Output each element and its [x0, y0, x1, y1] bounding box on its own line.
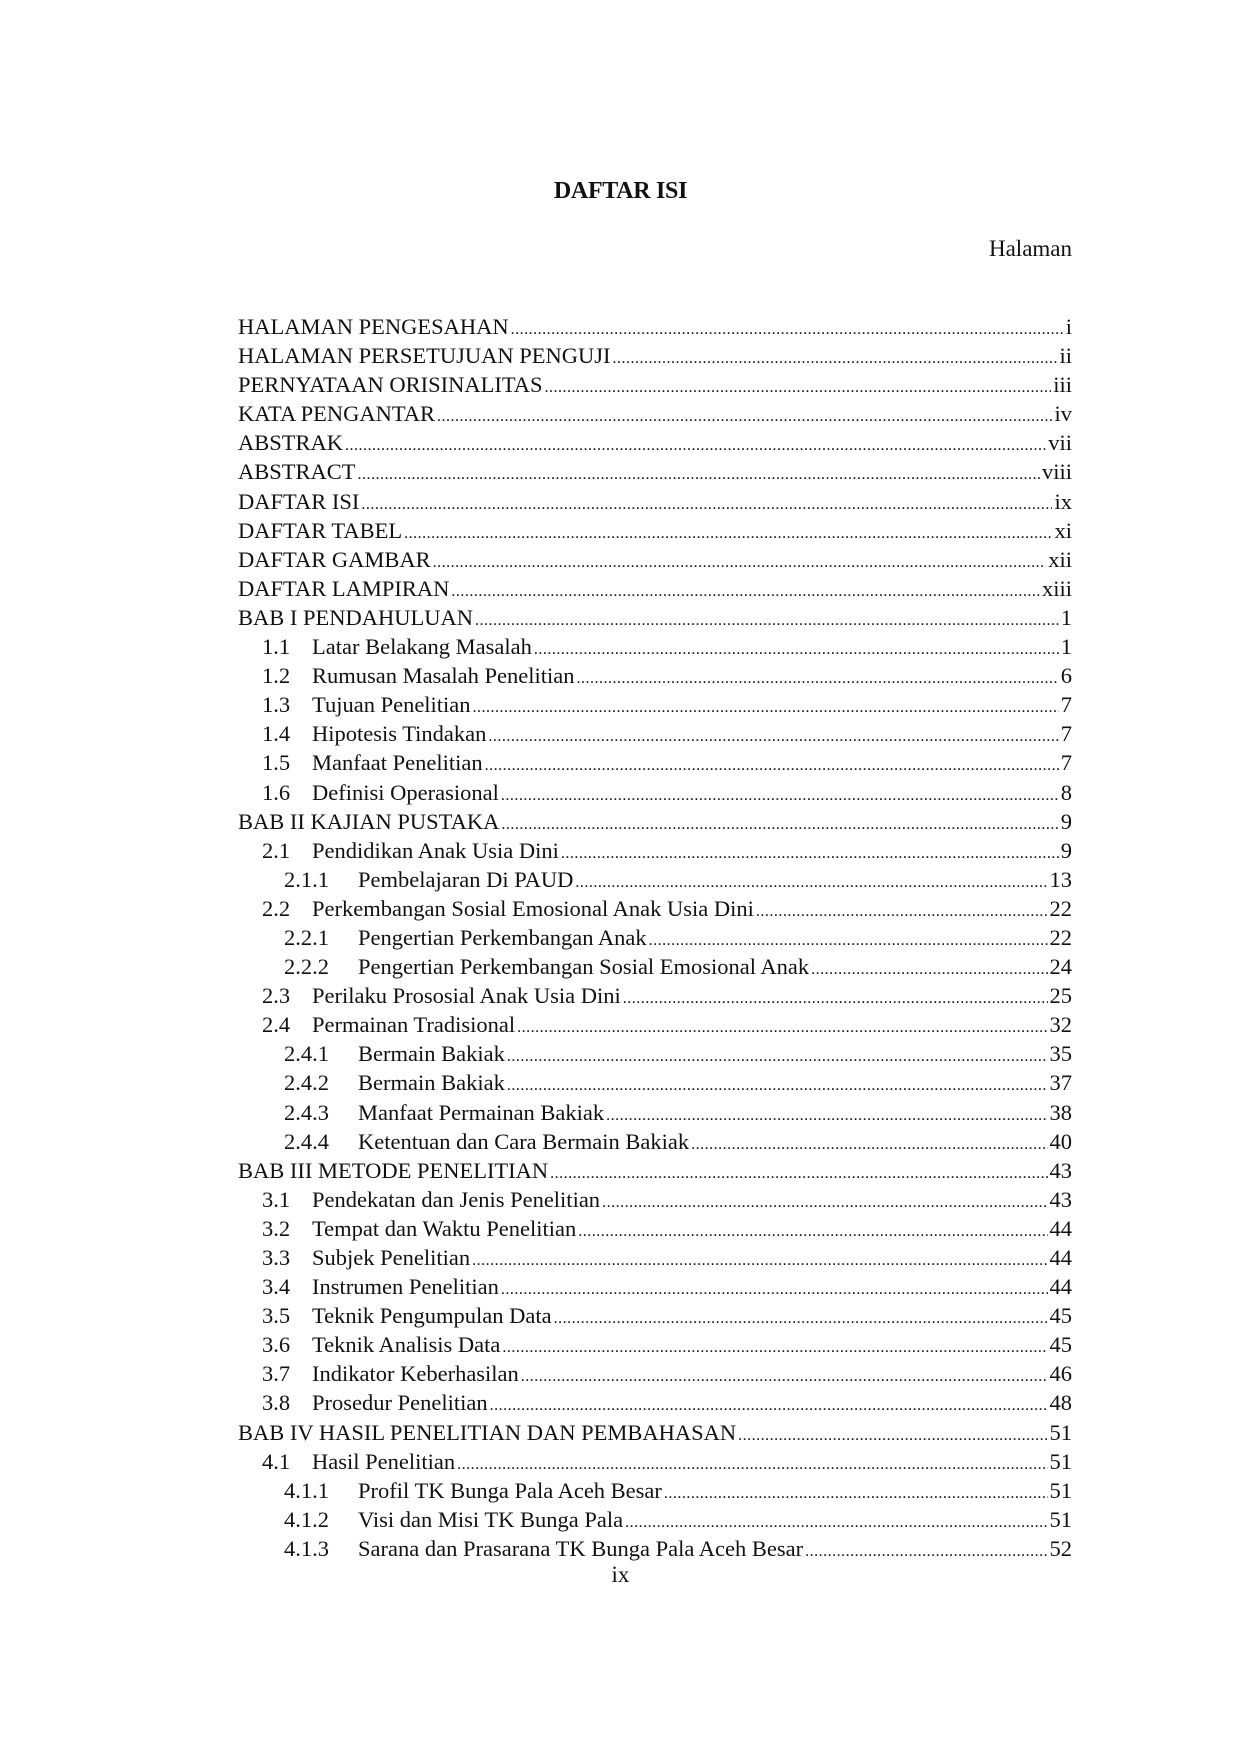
toc-entry-page: 9	[1060, 837, 1072, 863]
toc-entry-page: 7	[1060, 692, 1072, 718]
toc-entry-number: 2.4.2	[284, 1070, 329, 1096]
toc-entry-page: 51	[1049, 1419, 1072, 1445]
toc-entry-title: Visi dan Misi TK Bunga Pala	[358, 1506, 624, 1532]
toc-entry[interactable]	[238, 865, 1072, 894]
toc-entry-page: 25	[1049, 983, 1072, 1009]
toc-entry[interactable]	[238, 661, 1072, 690]
dot-leader	[457, 1447, 1047, 1479]
toc-entry-title: BAB III METODE PENELITIAN	[238, 1157, 549, 1183]
toc-entry-number: 4.1.1	[284, 1477, 329, 1503]
toc-entry-number: 3.7	[262, 1361, 291, 1387]
toc-entry[interactable]	[238, 748, 1072, 777]
toc-entry[interactable]	[238, 1010, 1072, 1039]
dot-leader	[507, 1068, 1048, 1100]
toc-entry-title: BAB II KAJIAN PUSTAKA	[238, 808, 500, 834]
dot-leader	[451, 574, 1040, 606]
toc-entry-title: DAFTAR TABEL	[238, 517, 403, 543]
toc-entry-number: 4.1.2	[284, 1506, 329, 1532]
toc-entry[interactable]	[238, 1301, 1072, 1330]
toc-entry-number: 2.1	[262, 837, 291, 863]
toc-entry-title: Pendekatan dan Jenis Penelitian	[312, 1186, 601, 1212]
toc-entry[interactable]	[238, 690, 1072, 719]
toc-entry-page: 37	[1049, 1070, 1072, 1096]
toc-entry-number: 2.4.4	[284, 1128, 329, 1154]
toc-entry[interactable]	[238, 370, 1072, 399]
toc-entry-number: 1.5	[262, 750, 291, 776]
toc-entry-page: 38	[1049, 1099, 1072, 1125]
toc-entry-page: 45	[1049, 1303, 1072, 1329]
toc-entry-number: 2.4	[262, 1012, 291, 1038]
dot-leader	[534, 632, 1059, 664]
toc-entry-page: viii	[1041, 459, 1072, 485]
dot-leader	[606, 1098, 1047, 1130]
toc-entry[interactable]	[238, 923, 1072, 952]
toc-entry[interactable]	[238, 1156, 1072, 1185]
dot-leader	[756, 894, 1048, 926]
toc-entry-page: 1	[1060, 634, 1072, 660]
toc-entry-title: Instrumen Penelitian	[312, 1274, 499, 1300]
dot-leader	[691, 1127, 1047, 1159]
page-column-label: Halaman	[988, 236, 1072, 261]
toc-entry[interactable]	[238, 894, 1072, 923]
dot-leader	[511, 312, 1064, 344]
toc-entry-title: Pendidikan Anak Usia Dini	[312, 837, 559, 863]
toc-entry-title: DAFTAR LAMPIRAN	[238, 575, 450, 601]
toc-entry-number: 2.4.1	[284, 1041, 329, 1067]
toc-entry-number: 4.1.3	[284, 1535, 329, 1561]
toc-entry-page: 8	[1060, 779, 1072, 805]
toc-entry-title: Pengertian Perkembangan Sosial Emosional Anak	[358, 954, 810, 980]
toc-entry[interactable]	[238, 1388, 1072, 1417]
dot-leader	[649, 923, 1048, 955]
toc-entry[interactable]	[238, 952, 1072, 981]
toc-entry-page: 24	[1049, 954, 1072, 980]
toc-entry-page: 51	[1049, 1506, 1072, 1532]
toc-entry-page: 45	[1049, 1332, 1072, 1358]
toc-entry-page: 40	[1049, 1128, 1072, 1154]
toc-entry[interactable]	[238, 632, 1072, 661]
dot-leader	[358, 457, 1040, 489]
toc-entry-page: ii	[1059, 343, 1072, 369]
toc-entry-title: Manfaat Penelitian	[312, 750, 483, 776]
toc-entry-title: DAFTAR ISI	[238, 488, 360, 514]
toc-entry-number: 2.4.3	[284, 1099, 329, 1125]
toc-entry-number: 3.8	[262, 1390, 291, 1416]
dot-leader	[576, 661, 1058, 693]
toc-entry-number: 1.3	[262, 692, 291, 718]
toc-entry-title: Manfaat Permainan Bakiak	[358, 1099, 605, 1125]
toc-entry-title: BAB IV HASIL PENELITIAN DAN PEMBAHASAN	[238, 1419, 737, 1445]
dot-leader	[811, 952, 1047, 984]
toc-entry-title: Pengertian Perkembangan Anak	[358, 924, 647, 950]
toc-entry[interactable]	[238, 1359, 1072, 1388]
dot-leader	[433, 545, 1047, 577]
toc-entry-title: Bermain Bakiak	[358, 1070, 505, 1096]
dot-leader	[575, 865, 1047, 897]
toc-entry-title: Prosedur Penelitian	[312, 1390, 488, 1416]
toc-entry-page: 44	[1049, 1274, 1072, 1300]
toc-entry-title: ABSTRAK	[238, 430, 344, 456]
toc-entry[interactable]	[238, 1505, 1072, 1534]
toc-entry[interactable]	[238, 836, 1072, 865]
dot-leader	[473, 690, 1059, 722]
toc-entry[interactable]	[238, 312, 1072, 341]
toc-entry-page: 9	[1060, 808, 1072, 834]
toc-entry[interactable]	[238, 1039, 1072, 1068]
toc-entry-title: Latar Belakang Masalah	[312, 634, 532, 660]
toc-entry-number: 1.4	[262, 721, 291, 747]
toc-entry-title: PERNYATAAN ORISINALITAS	[238, 372, 543, 398]
toc-entry-page: iii	[1053, 372, 1072, 398]
toc-entry[interactable]	[238, 807, 1072, 836]
toc-entry-number: 3.1	[262, 1186, 291, 1212]
toc-entry[interactable]	[238, 778, 1072, 807]
toc-entry-number: 3.2	[262, 1215, 291, 1241]
toc-entry-number: 2.3	[262, 983, 291, 1009]
toc-entry[interactable]	[238, 399, 1072, 428]
toc-entry-title: KATA PENGANTAR	[238, 401, 436, 427]
toc-entry-title: Hipotesis Tindakan	[312, 721, 487, 747]
toc-entry[interactable]	[238, 981, 1072, 1010]
toc-entry[interactable]	[238, 341, 1072, 370]
dot-leader	[602, 1185, 1047, 1217]
toc-entry-title: Perilaku Prososial Anak Usia Dini	[312, 983, 621, 1009]
toc-entry[interactable]	[238, 1243, 1072, 1272]
toc-entry-number: 3.6	[262, 1332, 291, 1358]
toc-entry-page: 1	[1060, 604, 1072, 630]
toc-entry-title: Hasil Penelitian	[312, 1448, 456, 1474]
dot-leader	[345, 428, 1046, 460]
toc-entry[interactable]	[238, 1476, 1072, 1505]
toc-entry-title: Ketentuan dan Cara Bermain Bakiak	[358, 1128, 690, 1154]
toc-entry-title: DAFTAR GAMBAR	[238, 546, 431, 572]
toc-entry-number: 2.2.2	[284, 954, 329, 980]
toc-entry-title: ABSTRACT	[238, 459, 356, 485]
table-of-contents	[238, 312, 1072, 1563]
toc-entry-page: 46	[1049, 1361, 1072, 1387]
toc-entry-number: 4.1	[262, 1448, 291, 1474]
dot-leader	[554, 1301, 1048, 1333]
toc-entry-number: 3.3	[262, 1245, 291, 1270]
toc-entry[interactable]	[238, 428, 1072, 457]
toc-entry-title: Tempat dan Waktu Penelitian	[312, 1215, 577, 1241]
toc-entry-title: Sarana dan Prasarana TK Bunga Pala Aceh Besar	[358, 1535, 804, 1561]
dot-leader	[501, 807, 1058, 839]
dot-leader	[437, 399, 1052, 431]
dot-leader	[502, 1330, 1047, 1362]
dot-leader	[475, 603, 1059, 635]
toc-entry-number: 1.1	[262, 634, 291, 660]
toc-entry[interactable]	[238, 1214, 1072, 1243]
dot-leader	[404, 516, 1052, 548]
toc-entry-number: 3.4	[262, 1274, 291, 1300]
dot-leader	[561, 836, 1059, 868]
toc-entry-page: 22	[1049, 895, 1072, 921]
page-number: ix	[611, 1562, 630, 1587]
toc-entry-page: 43	[1049, 1186, 1072, 1212]
toc-entry[interactable]	[238, 1068, 1072, 1097]
dot-leader	[501, 778, 1059, 810]
toc-entry[interactable]	[238, 1098, 1072, 1127]
toc-entry-page: 44	[1049, 1215, 1072, 1241]
toc-entry[interactable]	[238, 516, 1072, 545]
page-title: DAFTAR ISI	[553, 178, 688, 204]
dot-leader	[490, 1388, 1048, 1420]
toc-entry-page: 51	[1049, 1448, 1072, 1474]
toc-entry-page: 7	[1060, 750, 1072, 776]
toc-entry[interactable]	[238, 487, 1072, 516]
toc-entry-number: 1.6	[262, 779, 291, 805]
toc-entry-page: i	[1065, 314, 1072, 339]
toc-entry-page: 48	[1049, 1390, 1072, 1416]
dot-leader	[550, 1156, 1047, 1188]
toc-entry[interactable]	[238, 719, 1072, 748]
toc-entry[interactable]	[238, 457, 1072, 486]
toc-entry-title: Tujuan Penelitian	[312, 692, 471, 718]
toc-entry-title: Rumusan Masalah Penelitian	[312, 663, 575, 689]
toc-entry-page: 35	[1049, 1041, 1072, 1067]
toc-entry-page: iv	[1054, 401, 1072, 427]
toc-entry-page: 7	[1060, 721, 1072, 747]
toc-entry-page: 32	[1049, 1012, 1072, 1038]
dot-leader	[578, 1214, 1047, 1246]
toc-entry-title: Profil TK Bunga Pala Aceh Besar	[358, 1477, 662, 1503]
dot-leader	[625, 1505, 1047, 1537]
dot-leader	[501, 1272, 1048, 1304]
dot-leader	[361, 487, 1052, 519]
toc-entry-page: xii	[1048, 546, 1072, 572]
toc-entry[interactable]	[238, 1418, 1072, 1447]
toc-entry[interactable]	[238, 545, 1072, 574]
dot-leader	[613, 341, 1058, 373]
toc-entry-number: 3.5	[262, 1303, 291, 1329]
toc-entry-title: Subjek Penelitian	[312, 1245, 471, 1270]
toc-entry-page: ix	[1054, 488, 1072, 514]
toc-entry[interactable]	[238, 1185, 1072, 1214]
dot-leader	[738, 1418, 1047, 1450]
toc-entry-title: Teknik Pengumpulan Data	[312, 1303, 552, 1329]
toc-entry-number: 1.2	[262, 663, 291, 689]
toc-entry-page: 43	[1049, 1157, 1072, 1183]
toc-entry[interactable]	[238, 1534, 1072, 1563]
toc-entry-title: Indikator Keberhasilan	[312, 1361, 519, 1387]
dot-leader	[507, 1039, 1048, 1071]
toc-entry-page: 6	[1060, 663, 1072, 689]
dot-leader	[488, 719, 1058, 751]
toc-entry-page: vii	[1048, 430, 1072, 456]
toc-entry-number: 2.1.1	[284, 866, 329, 892]
toc-entry-page: 52	[1049, 1535, 1072, 1561]
toc-entry-title: BAB I PENDAHULUAN	[238, 604, 473, 630]
toc-entry-number: 2.2.1	[284, 924, 329, 950]
toc-entry-title: Bermain Bakiak	[358, 1041, 505, 1067]
toc-entry[interactable]	[238, 1447, 1072, 1476]
toc-entry[interactable]	[238, 1272, 1072, 1301]
dot-leader	[545, 370, 1052, 402]
toc-entry-title: Definisi Operasional	[312, 779, 499, 805]
toc-entry-title: Perkembangan Sosial Emosional Anak Usia Dini	[312, 895, 754, 921]
dot-leader	[472, 1243, 1047, 1275]
toc-entry-page: xi	[1054, 517, 1072, 543]
dot-leader	[485, 748, 1059, 780]
dot-leader	[517, 1010, 1047, 1042]
toc-entry[interactable]	[238, 603, 1072, 632]
toc-entry-title: Permainan Tradisional	[312, 1012, 516, 1038]
toc-entry-page: 51	[1049, 1477, 1072, 1503]
toc-entry-page: 44	[1049, 1245, 1072, 1270]
dot-leader	[521, 1359, 1048, 1391]
dot-leader	[623, 981, 1048, 1013]
toc-entry-title: HALAMAN PENGESAHAN	[238, 314, 509, 339]
toc-entry-number: 2.2	[262, 895, 291, 921]
toc-entry[interactable]	[238, 1127, 1072, 1156]
toc-entry-page: 22	[1049, 924, 1072, 950]
toc-entry[interactable]	[238, 574, 1072, 603]
toc-entry-page: xiii	[1041, 575, 1072, 601]
toc-entry-page: 13	[1049, 866, 1072, 892]
toc-entry-title: HALAMAN PERSETUJUAN PENGUJI	[238, 343, 611, 369]
dot-leader	[664, 1476, 1048, 1508]
toc-entry-title: Teknik Analisis Data	[312, 1332, 501, 1358]
toc-entry-title: Pembelajaran Di PAUD	[358, 866, 574, 892]
toc-entry[interactable]	[238, 1330, 1072, 1359]
